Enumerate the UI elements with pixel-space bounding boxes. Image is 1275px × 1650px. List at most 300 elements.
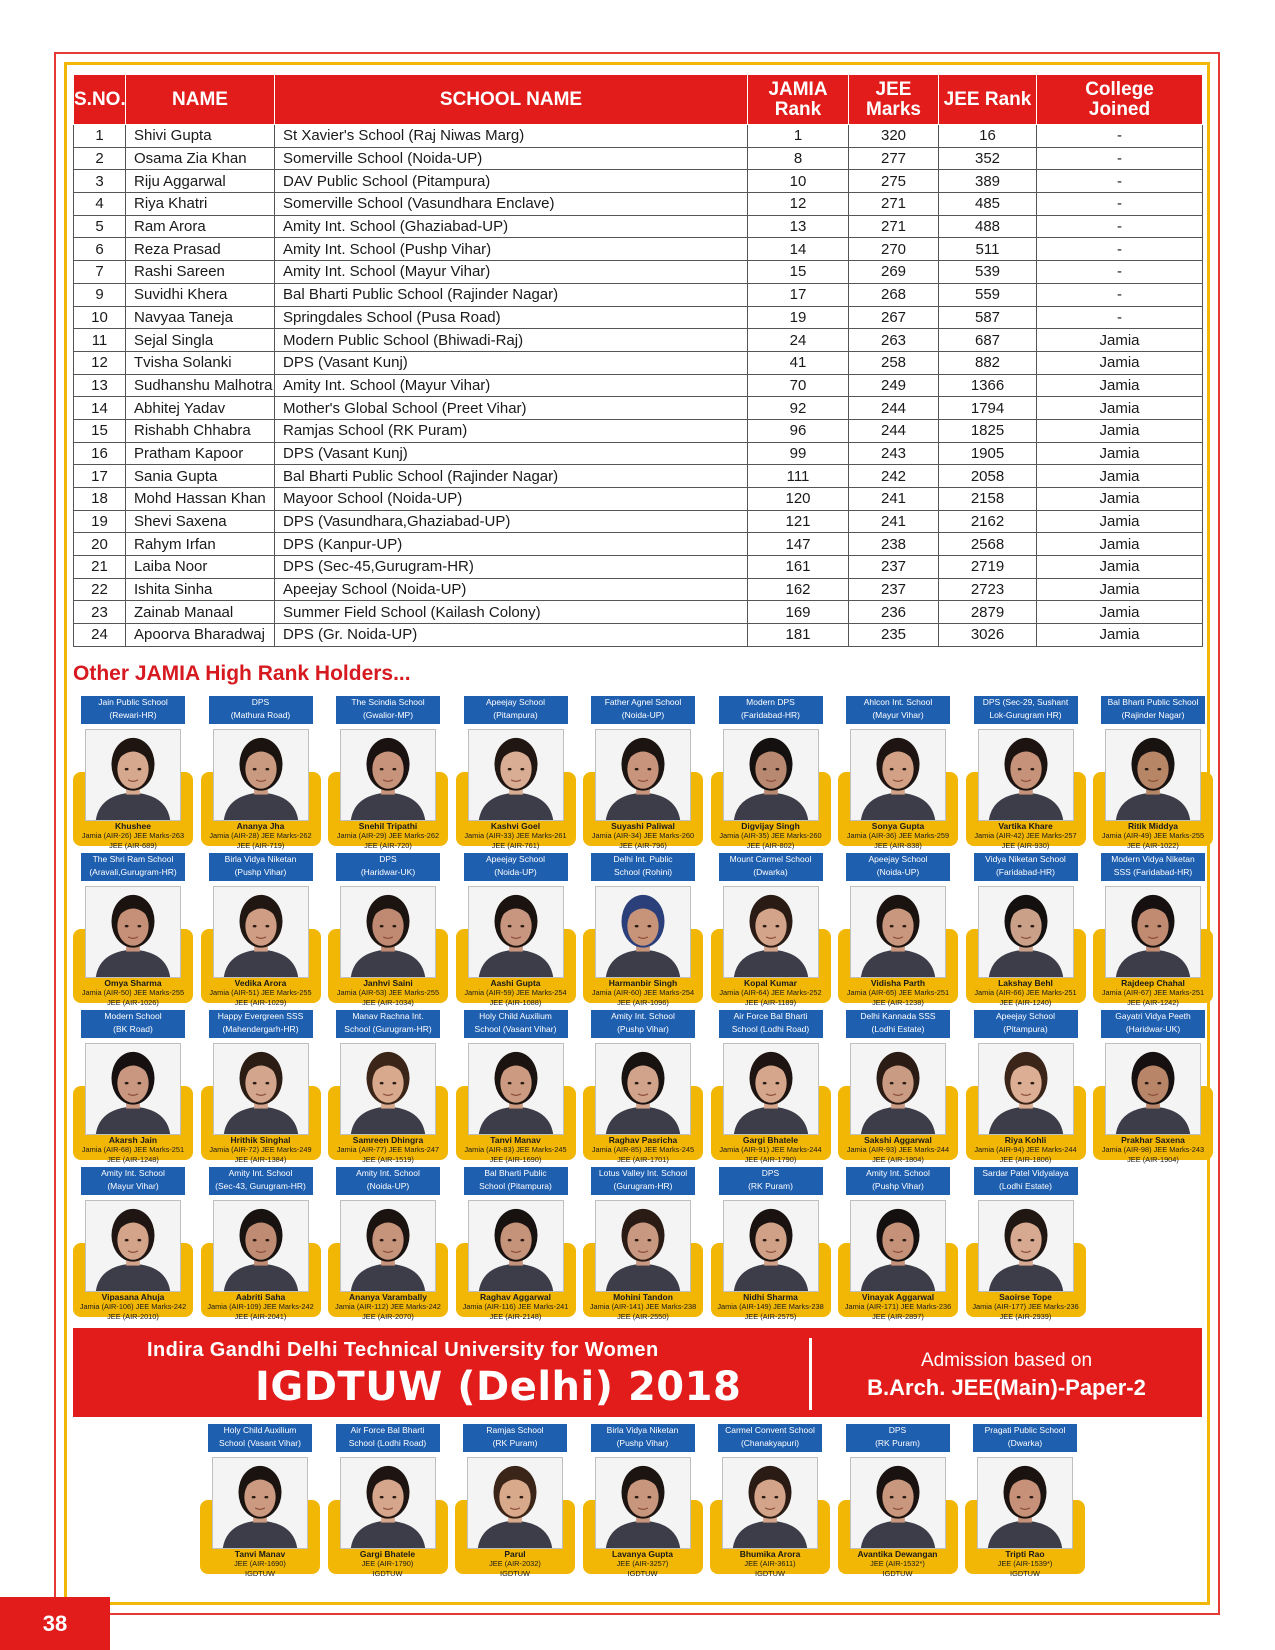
table-cell: 20 xyxy=(74,533,126,556)
school-label: Manav Rachna Int. School (Gurugram-HR) xyxy=(336,1010,440,1038)
table-cell: 3 xyxy=(74,170,126,193)
student-photo-icon xyxy=(214,1044,308,1134)
student-photo xyxy=(468,886,564,978)
table-cell: 243 xyxy=(849,442,939,465)
student-photo-icon xyxy=(596,1044,690,1134)
table-cell: Somerville School (Vasundhara Enclave) xyxy=(275,193,748,216)
rank-table xyxy=(73,74,1203,647)
table-row xyxy=(74,215,1203,238)
school-label: Carmel Convent School (Chanakyapuri) xyxy=(718,1424,822,1452)
table-cell: 488 xyxy=(939,215,1037,238)
student-photo-icon xyxy=(1106,1044,1200,1134)
table-cell: 559 xyxy=(939,283,1037,306)
table-row xyxy=(74,556,1203,579)
student-rank-detail: JEE (AIR-3611) IGDTUW xyxy=(744,1559,796,1578)
student-photo-icon xyxy=(979,730,1073,820)
table-row xyxy=(74,624,1203,647)
student-name: Harmanbir Singh xyxy=(608,978,678,988)
table-row xyxy=(74,329,1203,352)
student-photo-icon xyxy=(596,730,690,820)
student-photo xyxy=(850,1457,946,1549)
table-cell: Shevi Saxena xyxy=(126,510,275,533)
table-cell: 19 xyxy=(74,510,126,533)
table-cell: DAV Public School (Pitampura) xyxy=(275,170,748,193)
table-cell: 244 xyxy=(849,397,939,420)
table-cell: Riju Aggarwal xyxy=(126,170,275,193)
student-card xyxy=(328,1424,448,1578)
student-photo xyxy=(978,886,1074,978)
table-cell: 269 xyxy=(849,261,939,284)
student-rank-detail: Jamia (AIR-106) JEE Marks-242 JEE (AIR-2010) xyxy=(79,1302,187,1321)
admission-line-2: B.Arch. JEE(Main)-Paper-2 xyxy=(867,1375,1146,1400)
table-cell: 7 xyxy=(74,261,126,284)
table-cell: 235 xyxy=(849,624,939,647)
school-label: Amity Int. School (Sec-43, Gurugram-HR) xyxy=(209,1167,313,1195)
table-cell: 1 xyxy=(74,125,126,148)
school-label: Amity Int. School (Pushp Vihar) xyxy=(591,1010,695,1038)
banner-title: IGDTUW (Delhi) 2018 xyxy=(255,1364,742,1410)
student-card xyxy=(966,1167,1086,1321)
table-cell: 41 xyxy=(748,351,849,374)
student-card xyxy=(965,1424,1085,1578)
student-rank-detail: JEE (AIR-1690) IGDTUW xyxy=(234,1559,286,1578)
school-label: Mount Carmel School (Dwarka) xyxy=(719,853,823,881)
school-label: Modern School (BK Road) xyxy=(81,1010,185,1038)
student-photo xyxy=(595,1200,691,1292)
section-heading: Other JAMIA High Rank Holders... xyxy=(73,662,411,685)
student-name: Riya Kohli xyxy=(1004,1135,1047,1145)
table-cell: 6 xyxy=(74,238,126,261)
table-row xyxy=(74,125,1203,148)
table-cell: 258 xyxy=(849,351,939,374)
student-rank-detail: Jamia (AIR-53) JEE Marks-255 JEE (AIR-1034) xyxy=(336,988,440,1007)
table-cell: Jamia xyxy=(1037,488,1203,511)
table-cell: 121 xyxy=(748,510,849,533)
student-rank-detail: Jamia (AIR-42) JEE Marks-257 JEE (AIR-930) xyxy=(974,831,1077,850)
table-cell: 96 xyxy=(748,419,849,442)
student-photo-icon xyxy=(596,887,690,977)
school-label: Amity Int. School (Mayur Vihar) xyxy=(81,1167,185,1195)
table-cell: 2162 xyxy=(939,510,1037,533)
student-photo-icon xyxy=(596,1458,690,1548)
table-cell: 1 xyxy=(748,125,849,148)
school-label: Air Force Bal Bharti School (Lodhi Road) xyxy=(336,1424,440,1452)
school-label: Holy Child Auxilium School (Vasant Vihar) xyxy=(208,1424,312,1452)
student-card xyxy=(201,853,321,1007)
student-rank-detail: Jamia (AIR-34) JEE Marks-260 JEE (AIR-796) xyxy=(591,831,695,850)
table-cell: 268 xyxy=(849,283,939,306)
student-photo-icon xyxy=(724,730,818,820)
table-cell: Springdales School (Pusa Road) xyxy=(275,306,748,329)
student-card xyxy=(710,1424,830,1578)
student-rank-detail: Jamia (AIR-29) JEE Marks-262 JEE (AIR-720) xyxy=(336,831,440,850)
table-header-row xyxy=(74,75,1203,125)
table-cell: Amity Int. School (Mayur Vihar) xyxy=(275,261,748,284)
table-cell: - xyxy=(1037,238,1203,261)
table-cell: 120 xyxy=(748,488,849,511)
student-photo xyxy=(85,729,181,821)
table-cell: Ramjas School (RK Puram) xyxy=(275,419,748,442)
table-cell: Rashi Sareen xyxy=(126,261,275,284)
student-rank-detail: Jamia (AIR-60) JEE Marks-254 JEE (AIR-1096) xyxy=(591,988,695,1007)
table-cell: 1825 xyxy=(939,419,1037,442)
school-label: Ahlcon Int. School (Mayur Vihar) xyxy=(846,696,950,724)
student-card xyxy=(328,853,448,1007)
student-photo xyxy=(212,1457,308,1549)
table-cell: Laiba Noor xyxy=(126,556,275,579)
student-photo-icon xyxy=(978,1458,1072,1548)
table-cell: Jamia xyxy=(1037,624,1203,647)
student-photo xyxy=(1105,886,1201,978)
student-photo xyxy=(340,1457,436,1549)
table-cell: 1905 xyxy=(939,442,1037,465)
student-photo xyxy=(1105,729,1201,821)
school-label: Birla Vidya Niketan (Pushp Vihar) xyxy=(209,853,313,881)
student-photo xyxy=(213,1200,309,1292)
school-label: Sardar Patel Vidyalaya (Lodhi Estate) xyxy=(974,1167,1078,1195)
table-cell: 271 xyxy=(849,215,939,238)
school-label: Amity Int. School (Noida-UP) xyxy=(336,1167,440,1195)
student-card xyxy=(838,1424,958,1578)
table-cell: 271 xyxy=(849,193,939,216)
student-name: Prakhar Saxena xyxy=(1121,1135,1185,1145)
table-cell: 244 xyxy=(849,419,939,442)
table-cell: Osama Zia Khan xyxy=(126,147,275,170)
table-cell: 147 xyxy=(748,533,849,556)
student-photo-icon xyxy=(213,1458,307,1548)
table-cell: DPS (Kanpur-UP) xyxy=(275,533,748,556)
table-body xyxy=(74,125,1203,647)
school-label: DPS (Mathura Road) xyxy=(209,696,313,724)
student-card xyxy=(201,1010,321,1164)
student-name: Tanvi Manav xyxy=(234,1549,286,1559)
school-label: DPS (RK Puram) xyxy=(846,1424,950,1452)
table-row xyxy=(74,306,1203,329)
student-card xyxy=(966,1010,1086,1164)
student-rank-detail: Jamia (AIR-49) JEE Marks-255 JEE (AIR-1022) xyxy=(1101,831,1205,850)
table-cell: 24 xyxy=(74,624,126,647)
student-name: Vartika Khare xyxy=(998,821,1053,831)
student-photo-icon xyxy=(86,1044,180,1134)
student-name: Tanvi Manav xyxy=(490,1135,541,1145)
student-card xyxy=(456,696,576,850)
student-photo-icon xyxy=(341,1201,435,1291)
table-cell: 12 xyxy=(74,351,126,374)
table-cell: 14 xyxy=(74,397,126,420)
table-cell: 389 xyxy=(939,170,1037,193)
student-rank-detail: Jamia (AIR-65) JEE Marks-251 JEE (AIR-1238) xyxy=(846,988,950,1007)
student-card xyxy=(711,696,831,850)
table-cell: Mayoor School (Noida-UP) xyxy=(275,488,748,511)
table-header-cell: NAME xyxy=(126,75,275,125)
student-photo-icon xyxy=(851,887,945,977)
student-name: Janhvi Saini xyxy=(363,978,413,988)
igdtuw-banner xyxy=(73,1328,1202,1417)
student-name: Vedika Arora xyxy=(234,978,287,988)
table-cell: - xyxy=(1037,306,1203,329)
student-rank-detail: Jamia (AIR-72) JEE Marks-249 JEE (AIR-1384) xyxy=(209,1145,312,1164)
table-cell: 241 xyxy=(849,510,939,533)
student-photo xyxy=(723,729,819,821)
table-cell: 2058 xyxy=(939,465,1037,488)
table-cell: 19 xyxy=(748,306,849,329)
student-photo xyxy=(340,1043,436,1135)
student-photo xyxy=(850,1200,946,1292)
table-cell: 21 xyxy=(74,556,126,579)
student-name: Avantika Dewangan xyxy=(857,1549,938,1559)
table-header-cell: JEE Marks xyxy=(849,75,939,125)
student-rank-detail: Jamia (AIR-64) JEE Marks-252 JEE (AIR-1189) xyxy=(719,988,822,1007)
table-cell: Jamia xyxy=(1037,419,1203,442)
student-name: Tripti Rao xyxy=(1005,1549,1045,1559)
school-label: The Scindia School (Gwalior-MP) xyxy=(336,696,440,724)
table-cell: Navyaa Taneja xyxy=(126,306,275,329)
table-cell: - xyxy=(1037,193,1203,216)
student-card xyxy=(456,853,576,1007)
student-rank-detail: Jamia (AIR-28) JEE Marks-262 JEE (AIR-719) xyxy=(209,831,312,850)
student-photo xyxy=(468,1043,564,1135)
student-photo-icon xyxy=(851,1044,945,1134)
table-cell: 2723 xyxy=(939,578,1037,601)
student-card xyxy=(583,1424,703,1578)
student-card xyxy=(838,1010,958,1164)
student-name: Parul xyxy=(504,1549,526,1559)
student-name: Digvijay Singh xyxy=(741,821,800,831)
table-cell: Amity Int. School (Ghaziabad-UP) xyxy=(275,215,748,238)
student-card xyxy=(1093,1010,1213,1164)
student-photo xyxy=(722,1457,818,1549)
table-cell: Bal Bharti Public School (Rajinder Nagar) xyxy=(275,465,748,488)
student-name: Aabriti Saha xyxy=(235,1292,286,1302)
table-cell: Modern Public School (Bhiwadi-Raj) xyxy=(275,329,748,352)
student-photo-icon xyxy=(214,730,308,820)
student-rank-detail: JEE (AIR-2032) IGDTUW xyxy=(489,1559,541,1578)
student-photo xyxy=(978,729,1074,821)
student-photo-icon xyxy=(851,1201,945,1291)
student-photo xyxy=(978,1200,1074,1292)
table-cell: 12 xyxy=(748,193,849,216)
table-cell: DPS (Vasant Kunj) xyxy=(275,351,748,374)
student-card xyxy=(328,1010,448,1164)
school-label: Bal Bharti Public School (Pitampura) xyxy=(464,1167,568,1195)
student-card xyxy=(583,1010,703,1164)
student-card xyxy=(73,696,193,850)
table-cell: Apeejay School (Noida-UP) xyxy=(275,578,748,601)
student-name: Kashvi Goel xyxy=(490,821,541,831)
school-label: Happy Evergreen SSS (Mahendergarh-HR) xyxy=(209,1010,313,1038)
student-rank-detail: Jamia (AIR-67) JEE Marks-251 JEE (AIR-1242) xyxy=(1101,988,1205,1007)
student-photo-icon xyxy=(979,1044,1073,1134)
table-cell: 2568 xyxy=(939,533,1037,556)
table-cell: Reza Prasad xyxy=(126,238,275,261)
table-cell: Somerville School (Noida-UP) xyxy=(275,147,748,170)
student-photo xyxy=(723,1043,819,1135)
student-photo xyxy=(595,1457,691,1549)
student-photo-icon xyxy=(979,887,1073,977)
university-name: Indira Gandhi Delhi Technical University for Women xyxy=(147,1339,659,1361)
student-card xyxy=(328,1167,448,1321)
table-cell: DPS (Vasundhara,Ghaziabad-UP) xyxy=(275,510,748,533)
table-row xyxy=(74,465,1203,488)
school-label: Pragati Public School (Dwarka) xyxy=(973,1424,1077,1452)
student-name: Raghav Aggarwal xyxy=(479,1292,551,1302)
table-row xyxy=(74,442,1203,465)
student-card xyxy=(966,853,1086,1007)
table-cell: 17 xyxy=(74,465,126,488)
table-cell: 14 xyxy=(748,238,849,261)
student-photo-icon xyxy=(979,1201,1073,1291)
student-name: Samreen Dhingra xyxy=(352,1135,424,1145)
student-photo xyxy=(595,1043,691,1135)
student-name: Hrithik Singhal xyxy=(230,1135,291,1145)
table-cell: 2 xyxy=(74,147,126,170)
school-label: Lotus Valley Int. School (Gurugram-HR) xyxy=(591,1167,695,1195)
table-header-cell: S.NO. xyxy=(74,75,126,125)
table-cell: 17 xyxy=(748,283,849,306)
student-card xyxy=(583,696,703,850)
table-cell: 8 xyxy=(748,147,849,170)
school-label: Birla Vidya Niketan (Pushp Vihar) xyxy=(591,1424,695,1452)
table-cell: 275 xyxy=(849,170,939,193)
table-cell: 485 xyxy=(939,193,1037,216)
school-label: Apeejay School (Pitampura) xyxy=(974,1010,1078,1038)
table-cell: 24 xyxy=(748,329,849,352)
school-label: Father Agnel School (Noida-UP) xyxy=(591,696,695,724)
table-cell: 10 xyxy=(74,306,126,329)
student-rank-detail: Jamia (AIR-149) JEE Marks-238 JEE (AIR-2575) xyxy=(717,1302,824,1321)
student-photo xyxy=(85,886,181,978)
school-label: Apeejay School (Pitampura) xyxy=(464,696,568,724)
student-name: Nidhi Sharma xyxy=(743,1292,798,1302)
school-label: Delhi Kannada SSS (Lodhi Estate) xyxy=(846,1010,950,1038)
student-photo-icon xyxy=(469,1044,563,1134)
school-label: Vidya Niketan School (Faridabad-HR) xyxy=(974,853,1078,881)
school-label: Modern DPS (Faridabad-HR) xyxy=(719,696,823,724)
table-cell: 2879 xyxy=(939,601,1037,624)
school-label: Amity Int. School (Pushp Vihar) xyxy=(846,1167,950,1195)
table-cell: - xyxy=(1037,147,1203,170)
table-cell: 3026 xyxy=(939,624,1037,647)
student-photo xyxy=(85,1200,181,1292)
table-cell: 16 xyxy=(939,125,1037,148)
table-cell: 270 xyxy=(849,238,939,261)
school-label: DPS (Sec-29, Sushant Lok-Gurugram HR) xyxy=(974,696,1078,724)
table-cell: 70 xyxy=(748,374,849,397)
table-cell: 587 xyxy=(939,306,1037,329)
student-card xyxy=(201,696,321,850)
school-label: The Shri Ram School (Aravali,Gurugram-HR) xyxy=(81,853,185,881)
table-cell: 15 xyxy=(74,419,126,442)
table-cell: Pratham Kapoor xyxy=(126,442,275,465)
table-row xyxy=(74,578,1203,601)
student-name: Sonya Gupta xyxy=(871,821,925,831)
student-rank-detail: JEE (AIR-1539*) IGDTUW xyxy=(997,1559,1053,1578)
table-cell: - xyxy=(1037,215,1203,238)
student-photo-icon xyxy=(724,1044,818,1134)
table-header-cell: SCHOOL NAME xyxy=(275,75,748,125)
table-cell: Tvisha Solanki xyxy=(126,351,275,374)
student-photo xyxy=(213,1043,309,1135)
table-cell: Sejal Singla xyxy=(126,329,275,352)
student-photo xyxy=(468,729,564,821)
table-cell: 320 xyxy=(849,125,939,148)
table-cell: 22 xyxy=(74,578,126,601)
student-name: Vinayak Aggarwal xyxy=(861,1292,935,1302)
rank-holder-cards xyxy=(73,696,1205,1321)
student-card xyxy=(838,853,958,1007)
student-photo xyxy=(850,1043,946,1135)
student-photo-icon xyxy=(214,887,308,977)
student-card xyxy=(456,1167,576,1321)
table-cell: 539 xyxy=(939,261,1037,284)
student-name: Lavanya Gupta xyxy=(612,1549,673,1559)
table-cell: - xyxy=(1037,125,1203,148)
student-rank-detail: Jamia (AIR-83) JEE Marks-245 JEE (AIR-1690) xyxy=(464,1145,567,1164)
student-rank-detail: Jamia (AIR-85) JEE Marks-245 JEE (AIR-1701) xyxy=(591,1145,695,1164)
school-label: Jain Public School (Rewari-HR) xyxy=(81,696,185,724)
student-photo-icon xyxy=(596,1201,690,1291)
table-cell: Rishabh Chhabra xyxy=(126,419,275,442)
student-name: Vidisha Parth xyxy=(870,978,926,988)
student-photo-icon xyxy=(341,1458,435,1548)
student-name: Khushee xyxy=(115,821,151,831)
table-cell: 111 xyxy=(748,465,849,488)
table-cell: 2158 xyxy=(939,488,1037,511)
table-cell: 92 xyxy=(748,397,849,420)
student-photo-icon xyxy=(468,1458,562,1548)
table-cell: Jamia xyxy=(1037,601,1203,624)
student-card xyxy=(1093,696,1213,850)
table-cell: Jamia xyxy=(1037,510,1203,533)
page-number: 38 xyxy=(0,1597,110,1650)
student-rank-detail: Jamia (AIR-59) JEE Marks-254 JEE (AIR-1088) xyxy=(464,988,567,1007)
table-cell: 249 xyxy=(849,374,939,397)
student-name: Bhumika Arora xyxy=(739,1549,801,1559)
table-cell: 9 xyxy=(74,283,126,306)
student-rank-detail: Jamia (AIR-94) JEE Marks-244 JEE (AIR-1806) xyxy=(974,1145,1077,1164)
student-name: Mohini Tandon xyxy=(613,1292,673,1302)
student-photo-icon xyxy=(469,1201,563,1291)
table-cell: Ram Arora xyxy=(126,215,275,238)
table-cell: 99 xyxy=(748,442,849,465)
table-cell: 263 xyxy=(849,329,939,352)
table-cell: 882 xyxy=(939,351,1037,374)
student-photo-icon xyxy=(1106,730,1200,820)
table-row xyxy=(74,510,1203,533)
student-card xyxy=(201,1167,321,1321)
student-card xyxy=(456,1010,576,1164)
table-cell: Sania Gupta xyxy=(126,465,275,488)
table-cell: 277 xyxy=(849,147,939,170)
table-cell: 16 xyxy=(74,442,126,465)
table-cell: Jamia xyxy=(1037,329,1203,352)
student-rank-detail: Jamia (AIR-51) JEE Marks-255 JEE (AIR-1029) xyxy=(209,988,312,1007)
table-cell: 687 xyxy=(939,329,1037,352)
student-rank-detail: Jamia (AIR-93) JEE Marks-244 JEE (AIR-1804) xyxy=(846,1145,950,1164)
student-rank-detail: Jamia (AIR-116) JEE Marks-241 JEE (AIR-2148) xyxy=(462,1302,569,1321)
student-photo xyxy=(850,729,946,821)
student-rank-detail: Jamia (AIR-66) JEE Marks-251 JEE (AIR-1240) xyxy=(974,988,1077,1007)
table-cell: 13 xyxy=(748,215,849,238)
student-photo xyxy=(1105,1043,1201,1135)
student-photo-icon xyxy=(724,887,818,977)
student-name: Vipasana Ahuja xyxy=(101,1292,165,1302)
table-cell: DPS (Gr. Noida-UP) xyxy=(275,624,748,647)
table-cell: Rahym Irfan xyxy=(126,533,275,556)
student-rank-detail: Jamia (AIR-91) JEE Marks-244 JEE (AIR-1790) xyxy=(719,1145,822,1164)
student-name: Gargi Bhatele xyxy=(742,1135,799,1145)
student-rank-detail: Jamia (AIR-98) JEE Marks-243 JEE (AIR-1904) xyxy=(1101,1145,1205,1164)
